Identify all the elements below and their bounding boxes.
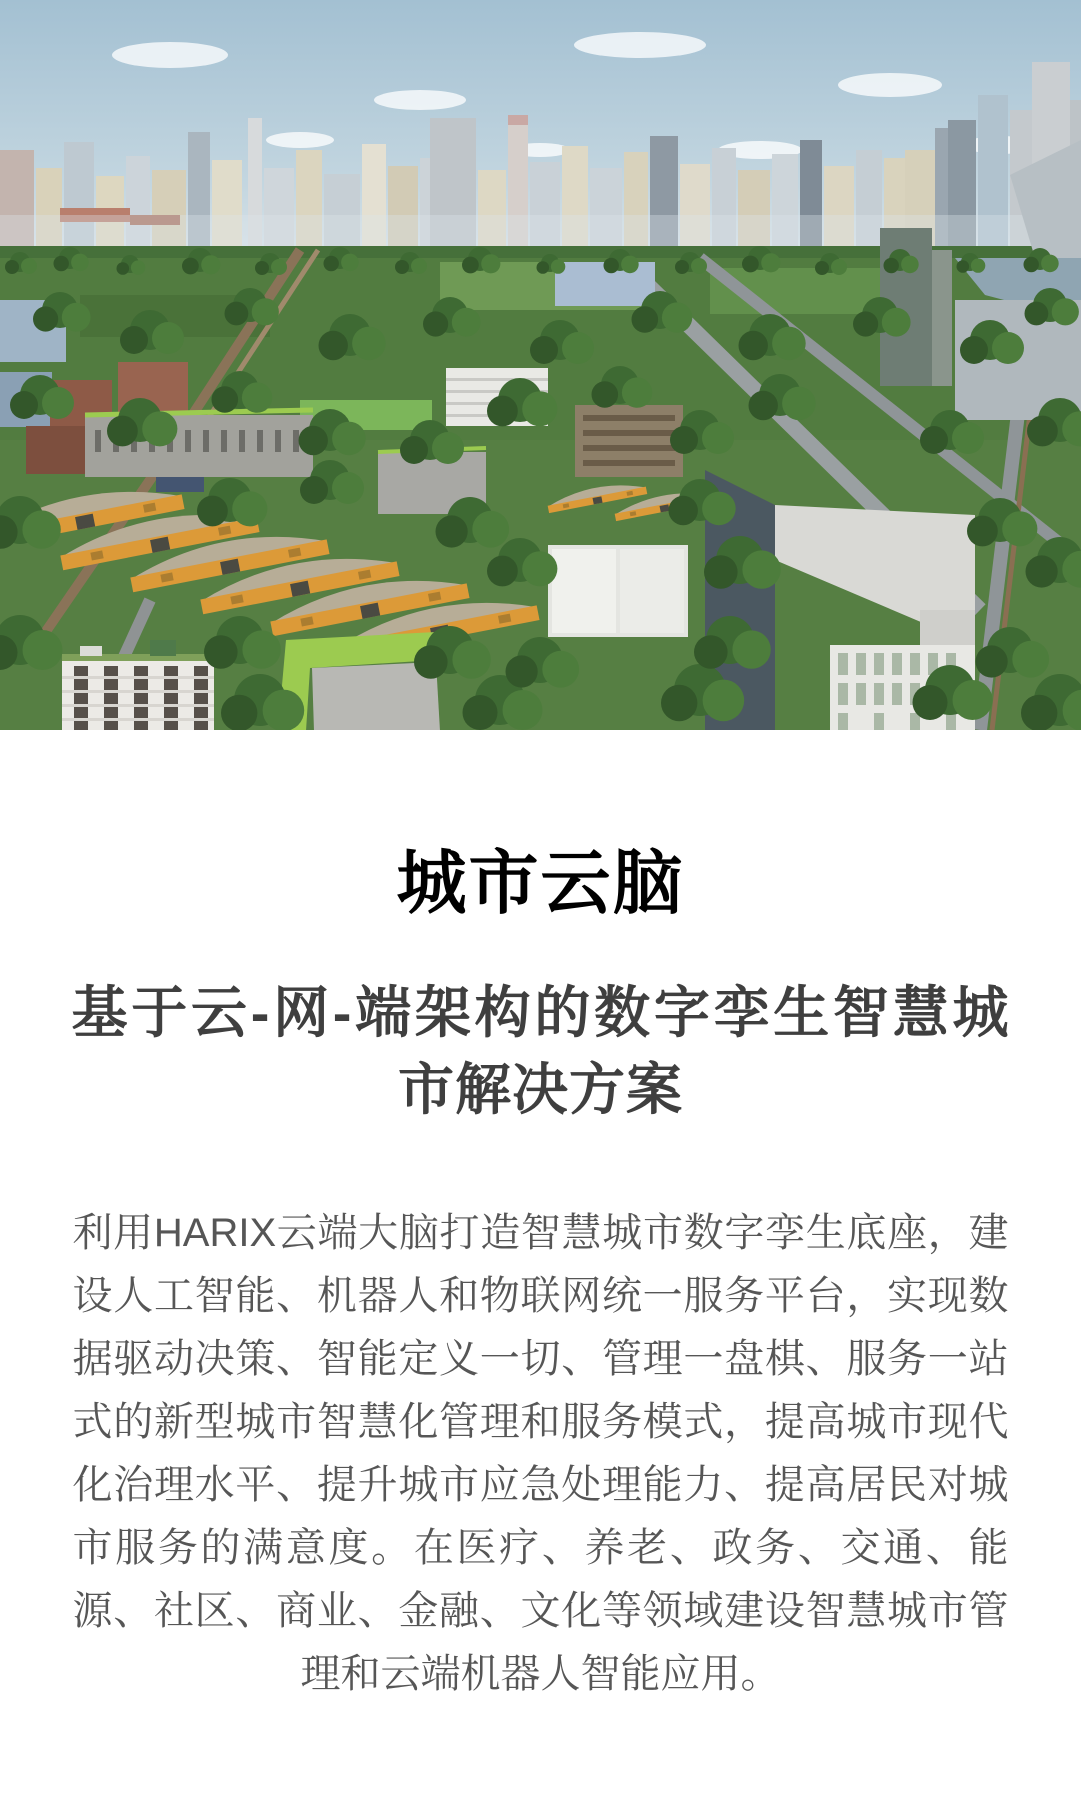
page-title: 城市云脑 xyxy=(396,844,685,922)
city-render-illustration xyxy=(0,0,1081,730)
section-body-text: 利用HARIX云端大脑打造智慧城市数字孪生底座，建设人工智能、机器人和物联网统一服务平台，实现数据驱动决策、智能定义一切、管理一盘棋、服务一站式的新型城市智慧化管理和服务模式，提高城市现代化治理水平、提升城市应急处理能力、提高居民对城市服务的满意度。在医疗、养老、政务、交通、能源、社区、商业、金融、文化等领域建设智慧城市管理和云端机器人智能应用。 xyxy=(72,1211,1009,1696)
page-subtitle: 基于云-网-端架构的数字孪生智慧城市解决方案 xyxy=(71,981,1010,1121)
city-cloud-brain-section xyxy=(0,844,1081,1786)
hero-image xyxy=(0,0,1081,730)
